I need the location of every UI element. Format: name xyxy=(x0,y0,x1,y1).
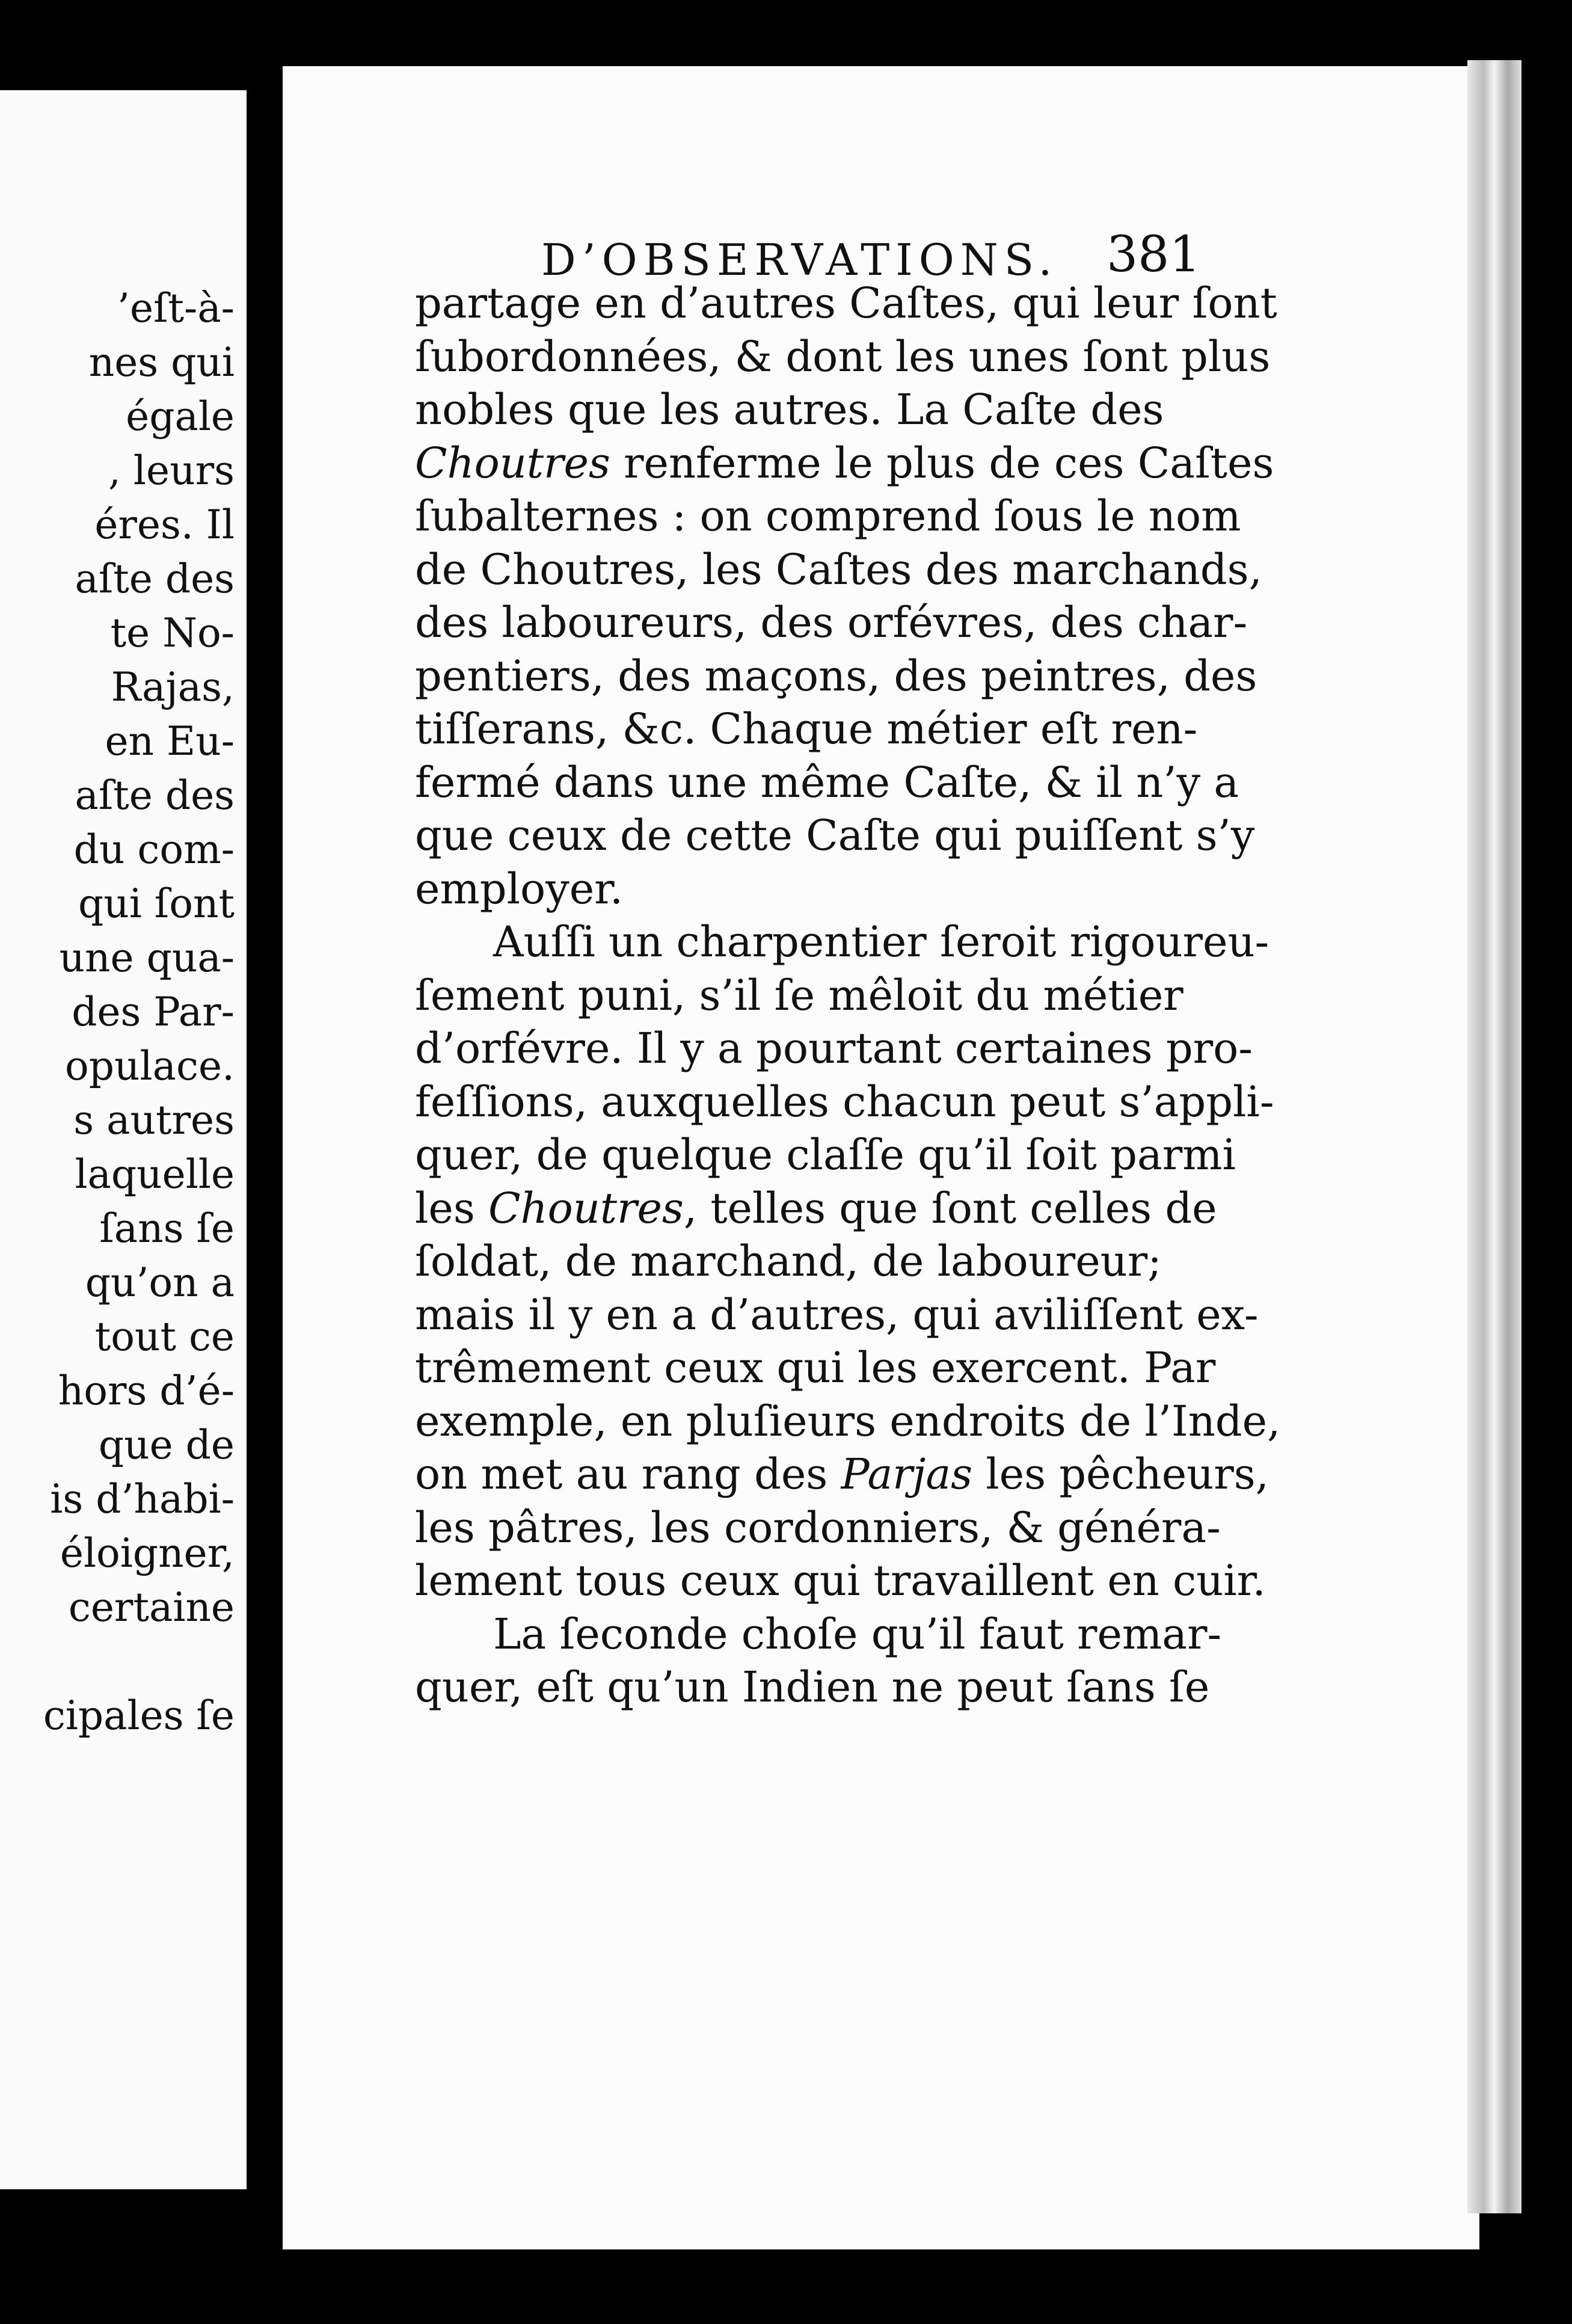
text-line-part: , telles que ſont celles de xyxy=(683,1183,1217,1233)
left-page-line: du com- xyxy=(73,826,235,873)
left-page-line: ſans ſe xyxy=(99,1205,235,1252)
left-page-line: éloigner, xyxy=(60,1530,235,1576)
text-line: La ſeconde choſe qu’il faut remar- xyxy=(493,1609,1222,1659)
text-line: des laboureurs, des orfévres, des char- xyxy=(415,598,1248,647)
left-page-line: égale xyxy=(126,393,235,440)
text-line: quer, eſt qu’un Indien ne peut ſans ſe xyxy=(415,1662,1210,1712)
left-page-line: tout ce xyxy=(94,1314,235,1360)
text-line: trêmement ceux qui les exercent. Par xyxy=(415,1343,1216,1392)
left-page-line: en Eu- xyxy=(105,718,235,764)
text-line: que ceux de cette Caſte qui puiſſent s’y xyxy=(415,811,1255,860)
left-page-line: Rajas, xyxy=(111,664,235,710)
left-page-line: une qua- xyxy=(59,935,235,981)
text-line: ſement puni, s’il ſe mêloit du métier xyxy=(415,970,1184,1020)
text-line: tiſſerans, &c. Chaque métier eſt ren- xyxy=(415,704,1198,754)
text-line xyxy=(415,437,1274,490)
page-edge xyxy=(1467,60,1521,2213)
left-page-line: hors d’é- xyxy=(58,1368,235,1414)
italic-term: Choutres xyxy=(415,438,610,488)
text-line: d’orfévre. Il y a pourtant certaines pro- xyxy=(415,1024,1253,1073)
text-line: fermé dans une même Caſte, & il n’y a xyxy=(415,757,1239,807)
text-line: mais il y en a d’autres, qui aviliſſent ex- xyxy=(415,1290,1259,1339)
text-line: ſubordonnées, & dont les unes ſont plus xyxy=(415,331,1271,381)
text-line-part: on met au rang des xyxy=(415,1449,841,1499)
text-line-part: renferme le plus de ces Caſtes xyxy=(610,438,1274,488)
text-line: partage en d’autres Caſtes, qui leur ſont xyxy=(415,278,1277,328)
italic-term: Parjas xyxy=(841,1449,972,1499)
left-page-line: cipales ſe xyxy=(43,1692,235,1739)
left-page-line: que de xyxy=(98,1422,235,1468)
text-line-part: les xyxy=(415,1183,488,1233)
running-head: D’OBSERVATIONS. xyxy=(541,235,1058,285)
left-page-line: te No- xyxy=(110,610,235,656)
text-line: employer. xyxy=(415,864,624,914)
text-line xyxy=(415,1448,1269,1501)
left-page-line: des Par- xyxy=(72,989,235,1035)
left-page-fragment xyxy=(0,90,247,2189)
left-page-line: , leurs xyxy=(108,447,235,494)
text-line: de Choutres, les Caſtes des marchands, xyxy=(415,544,1262,594)
left-page-line: qu’on a xyxy=(85,1259,235,1306)
page-number: 381 xyxy=(1107,226,1201,283)
left-page-line: is d’habi- xyxy=(50,1476,235,1522)
text-line: ſubalternes : on comprend ſous le nom xyxy=(415,491,1241,541)
text-line: nobles que les autres. La Caſte des xyxy=(415,385,1164,434)
text-line: les pâtres, les cordonniers, & généra- xyxy=(415,1502,1221,1552)
left-page-line: qui ſont xyxy=(78,881,235,927)
left-page-line: nes qui xyxy=(88,339,235,386)
italic-term: Choutres xyxy=(488,1183,684,1233)
left-page-line: s autres xyxy=(73,1097,235,1143)
left-page-line: ’eſt-à- xyxy=(117,285,235,331)
text-line: quer, de quelque claſſe qu’il ſoit parmi xyxy=(415,1130,1236,1179)
left-page-line: laquelle xyxy=(75,1151,235,1197)
left-page-line: aſte des xyxy=(75,556,235,602)
text-line: feſſions, auxquelles chacun peut s’appli- xyxy=(415,1077,1274,1127)
left-page-line: certaine xyxy=(68,1584,235,1631)
text-line: exemple, en pluſieurs endroits de l’Inde, xyxy=(415,1396,1281,1446)
left-page-line: éres. Il xyxy=(94,502,235,548)
body-text xyxy=(415,277,1281,1714)
text-line-part: les pêcheurs, xyxy=(972,1449,1269,1499)
text-line: Auſſi un charpentier ſeroit rigoureu- xyxy=(493,917,1270,967)
left-page-line: aſte des xyxy=(75,772,235,819)
text-line: pentiers, des maçons, des peintres, des xyxy=(415,651,1257,701)
text-line: ſoldat, de marchand, de laboureur; xyxy=(415,1237,1162,1286)
left-page-line: opulace. xyxy=(65,1043,235,1089)
text-line xyxy=(415,1182,1269,1235)
text-line: lement tous ceux qui travaillent en cuir. xyxy=(415,1556,1266,1605)
